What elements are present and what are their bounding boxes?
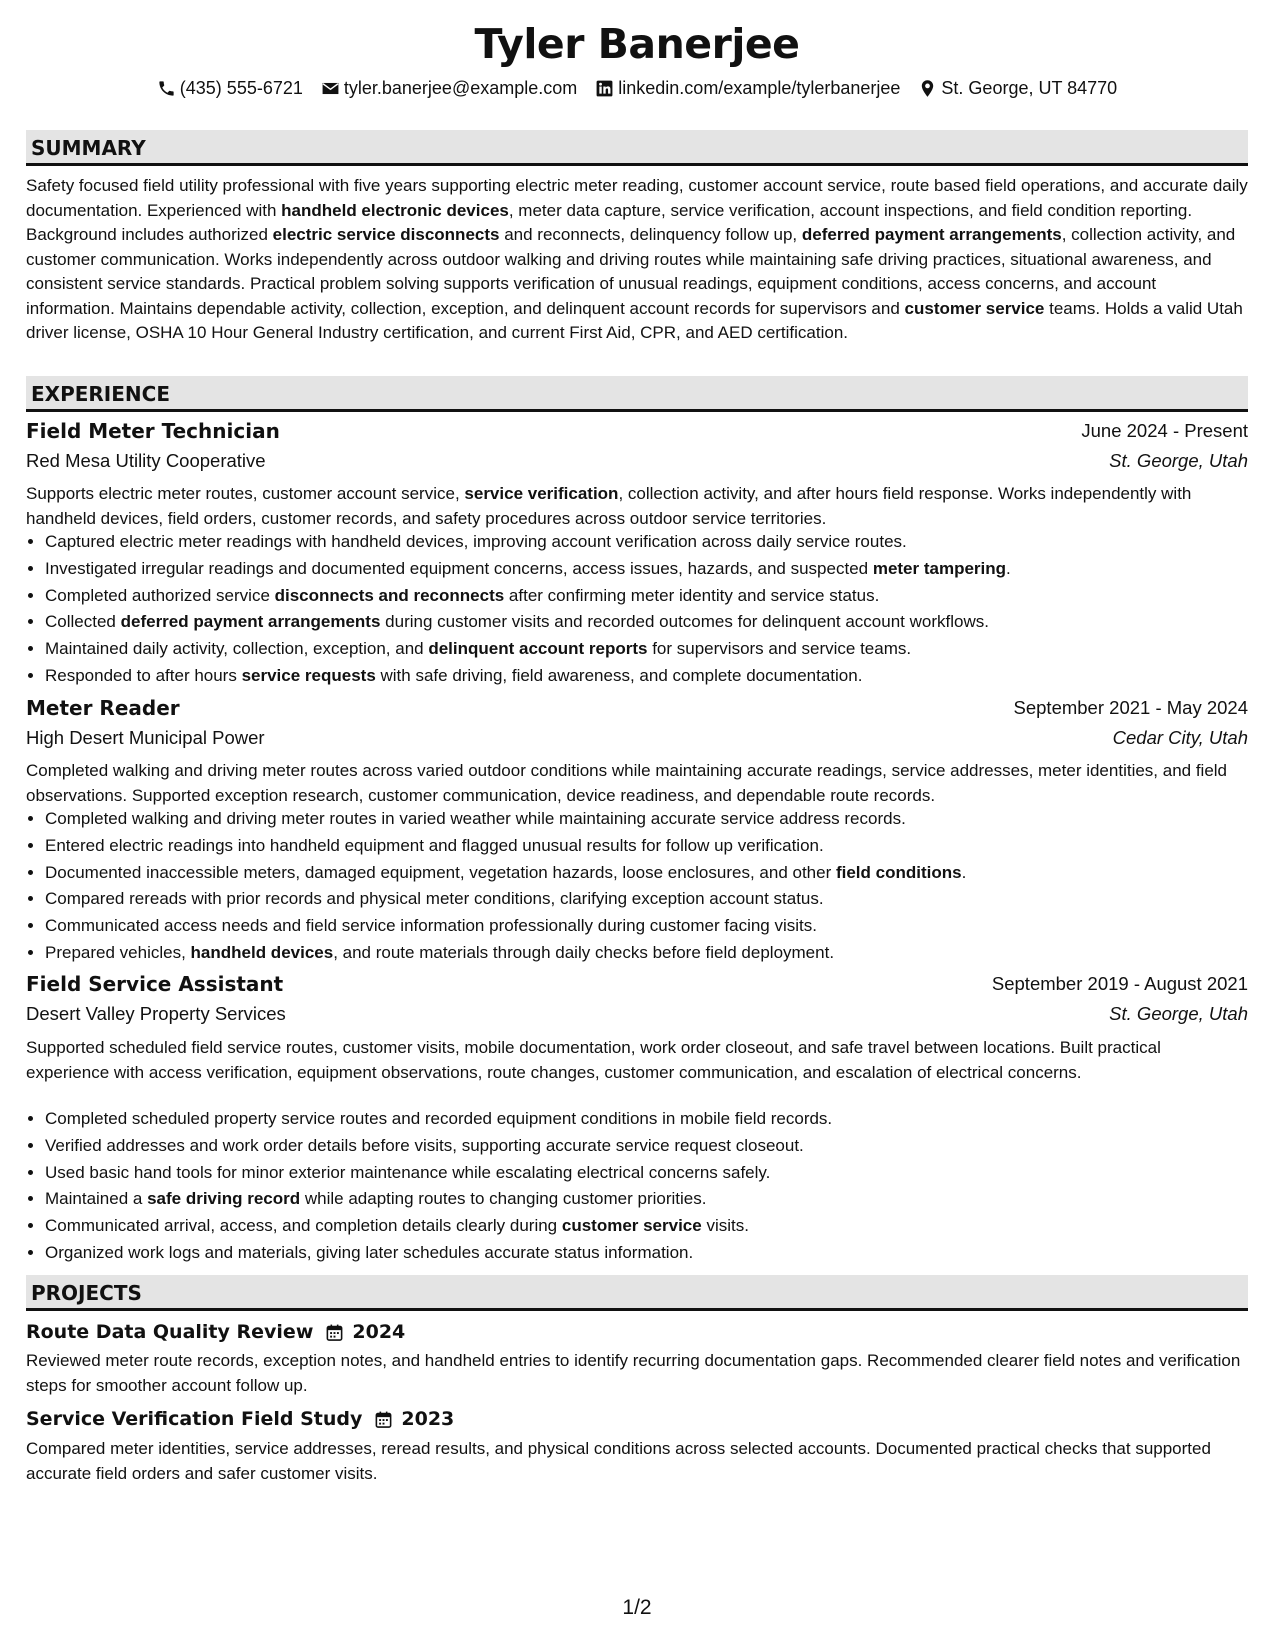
email-text[interactable]: tyler.banerjee@example.com	[343, 78, 578, 98]
bullet-item: • Collected deferred payment arrangements during customer visits and recorded outcomes for delinquent account workflows.	[45, 609, 1248, 636]
job-title: Meter Reader	[26, 696, 180, 720]
job-dates: September 2021 - May 2024	[1013, 697, 1248, 718]
email-icon	[321, 79, 340, 98]
linkedin-text[interactable]: linkedin.com/example/tylerbanerjee	[618, 78, 901, 98]
job-company: Red Mesa Utility Cooperative	[26, 450, 266, 471]
project-title: Route Data Quality Review	[26, 1321, 314, 1343]
project-year: 2024	[352, 1321, 406, 1343]
emphasis: customer service	[561, 1216, 702, 1236]
bullet-item: • Maintained daily activity, collection, exception, and delinquent account reports for supervisors and service teams.	[45, 636, 1248, 663]
emphasis: safe driving record	[147, 1189, 301, 1209]
contact-email[interactable]	[321, 78, 577, 99]
job-bullets	[26, 1106, 1248, 1267]
job-title: Field Service Assistant	[26, 972, 284, 996]
contact-linkedin[interactable]	[595, 78, 900, 99]
emphasis: service verification	[464, 484, 619, 503]
project-title-row	[26, 1321, 405, 1343]
calendar-icon	[374, 1410, 393, 1429]
projects-heading-label: PROJECTS	[31, 1281, 142, 1305]
emphasis: service requests	[241, 665, 376, 685]
location-pin-icon	[918, 79, 937, 98]
emphasis: handheld devices	[190, 942, 334, 962]
experience-heading-label: EXPERIENCE	[31, 382, 170, 406]
contact-bar	[26, 78, 1248, 99]
emphasis: field conditions	[835, 862, 962, 882]
contact-location	[918, 78, 1117, 99]
phone-text: (435) 555-6721	[179, 78, 303, 98]
bullet-item: • Captured electric meter readings with handheld devices, improving account verification across daily service routes.	[45, 529, 1248, 556]
bullet-item: • Entered electric readings into handheld equipment and flagged unusual results for follow up verification.	[45, 833, 1248, 860]
calendar-icon	[325, 1323, 344, 1342]
job-location: Cedar City, Utah	[1112, 727, 1248, 748]
bullet-item: • Communicated access needs and field service information professionally during customer facing visits.	[45, 913, 1248, 940]
summary-heading	[26, 130, 1248, 166]
project-description: Reviewed meter route records, exception notes, and handheld entries to identify recurring documentation gaps. Recommended clearer field notes and verification steps for smoother account follow up.	[26, 1351, 1241, 1395]
job-company: High Desert Municipal Power	[26, 727, 265, 748]
emphasis: disconnects and reconnects	[274, 585, 505, 605]
job-description: Supported scheduled field service routes, customer visits, mobile documentation, work order closeout, and safe travel between locations. Built practical experience with access verification, equipment observations, route changes, customer communication, and escalation of electrical concerns.	[26, 1038, 1161, 1082]
emphasis: customer service	[904, 298, 1045, 318]
emphasis: deferred payment arrangements	[120, 612, 381, 632]
project-description: Compared meter identities, service addresses, reread results, and physical conditions across selected accounts. Documented practical checks that supported accurate field orders and safer customer visits.	[26, 1439, 1211, 1483]
bullet-item: • Communicated arrival, access, and completion details clearly during customer service visits.	[45, 1213, 1248, 1240]
bullet-item: • Maintained a safe driving record while adapting routes to changing customer priorities.	[45, 1186, 1248, 1213]
phone-icon	[157, 79, 176, 98]
summary-text: Safety focused field utility professional with five years supporting electric meter reading, customer account service, route based field operations, and accurate daily documentation. Experienced with handheld electronic devices, meter data capture, service verification, account inspections, and field condition reporting. Background includes authorized electric service disconnects and reconnects, delinquency follow up, deferred payment arrangements, collection activity, and customer communication. Works independently across outdoor walking and driving routes while maintaining safe driving practices, situational awareness, and consistent service standards. Practical problem solving supports verification of unusual readings, equipment conditions, access concerns, and account information. Maintains dependable activity, collection, exception, and delinquent account records for supervisors and customer service teams. Holds a valid Utah driver license, OSHA 10 Hour General Industry certification, and current First Aid, CPR, and AED certification.	[26, 176, 1248, 342]
projects-heading	[26, 1275, 1248, 1311]
bullet-item: • Responded to after hours service requests with safe driving, field awareness, and complete documentation.	[45, 663, 1248, 690]
experience-heading	[26, 376, 1248, 412]
summary-heading-label: SUMMARY	[31, 136, 146, 160]
emphasis: electric service disconnects	[272, 225, 500, 244]
job-company: Desert Valley Property Services	[26, 1003, 286, 1024]
bullet-item: • Documented inaccessible meters, damaged equipment, vegetation hazards, loose enclosures, and other field conditions.	[45, 860, 1248, 887]
contact-phone	[157, 78, 303, 99]
bullet-item: • Prepared vehicles, handheld devices, and route materials through daily checks before field deployment.	[45, 940, 1248, 967]
job-dates: June 2024 - Present	[1081, 420, 1248, 441]
location-text: St. George, UT 84770	[941, 78, 1118, 98]
candidate-name: Tyler Banerjee	[474, 20, 800, 68]
job-location: St. George, Utah	[1109, 1003, 1248, 1024]
job-title: Field Meter Technician	[26, 419, 280, 443]
page-number: 1/2	[622, 1596, 652, 1619]
bullet-item: • Compared rereads with prior records and physical meter conditions, clarifying exception account status.	[45, 886, 1248, 913]
job-dates: September 2019 - August 2021	[991, 973, 1248, 994]
emphasis: meter tampering	[872, 558, 1007, 578]
job-bullets	[26, 529, 1248, 690]
bullet-item: • Completed scheduled property service routes and recorded equipment conditions in mobile field records.	[45, 1106, 1248, 1133]
job-bullets	[26, 806, 1248, 967]
bullet-item: • Organized work logs and materials, giving later schedules accurate status information.	[45, 1240, 1248, 1267]
project-title: Service Verification Field Study	[26, 1408, 363, 1430]
bullet-item: • Investigated irregular readings and documented equipment concerns, access issues, hazards, and suspected meter tampering.	[45, 556, 1248, 583]
emphasis: delinquent account reports	[428, 639, 648, 659]
linkedin-icon	[595, 79, 614, 98]
bullet-item: • Completed authorized service disconnects and reconnects after confirming meter identity and service status.	[45, 583, 1248, 610]
emphasis: handheld electronic devices	[281, 200, 509, 220]
emphasis: deferred payment arrangements	[801, 225, 1062, 244]
project-title-row	[26, 1408, 454, 1430]
job-description: Supports electric meter routes, customer account service, service verification, collection activity, and after hours field response. Works independently with handheld devices, field orders, customer records, and safety procedures across outdoor service territories.	[26, 484, 1192, 528]
bullet-item: • Used basic hand tools for minor exterior maintenance while escalating electrical concerns safely.	[45, 1160, 1248, 1187]
project-year: 2023	[401, 1408, 455, 1430]
bullet-item: • Verified addresses and work order details before visits, supporting accurate service request closeout.	[45, 1133, 1248, 1160]
job-description: Completed walking and driving meter routes across varied outdoor conditions while maintaining accurate readings, service addresses, meter identities, and field observations. Supported exception research, customer communication, device readiness, and dependable route records.	[26, 761, 1228, 805]
bullet-item: • Completed walking and driving meter routes in varied weather while maintaining accurate service address records.	[45, 806, 1248, 833]
job-location: St. George, Utah	[1109, 450, 1248, 471]
